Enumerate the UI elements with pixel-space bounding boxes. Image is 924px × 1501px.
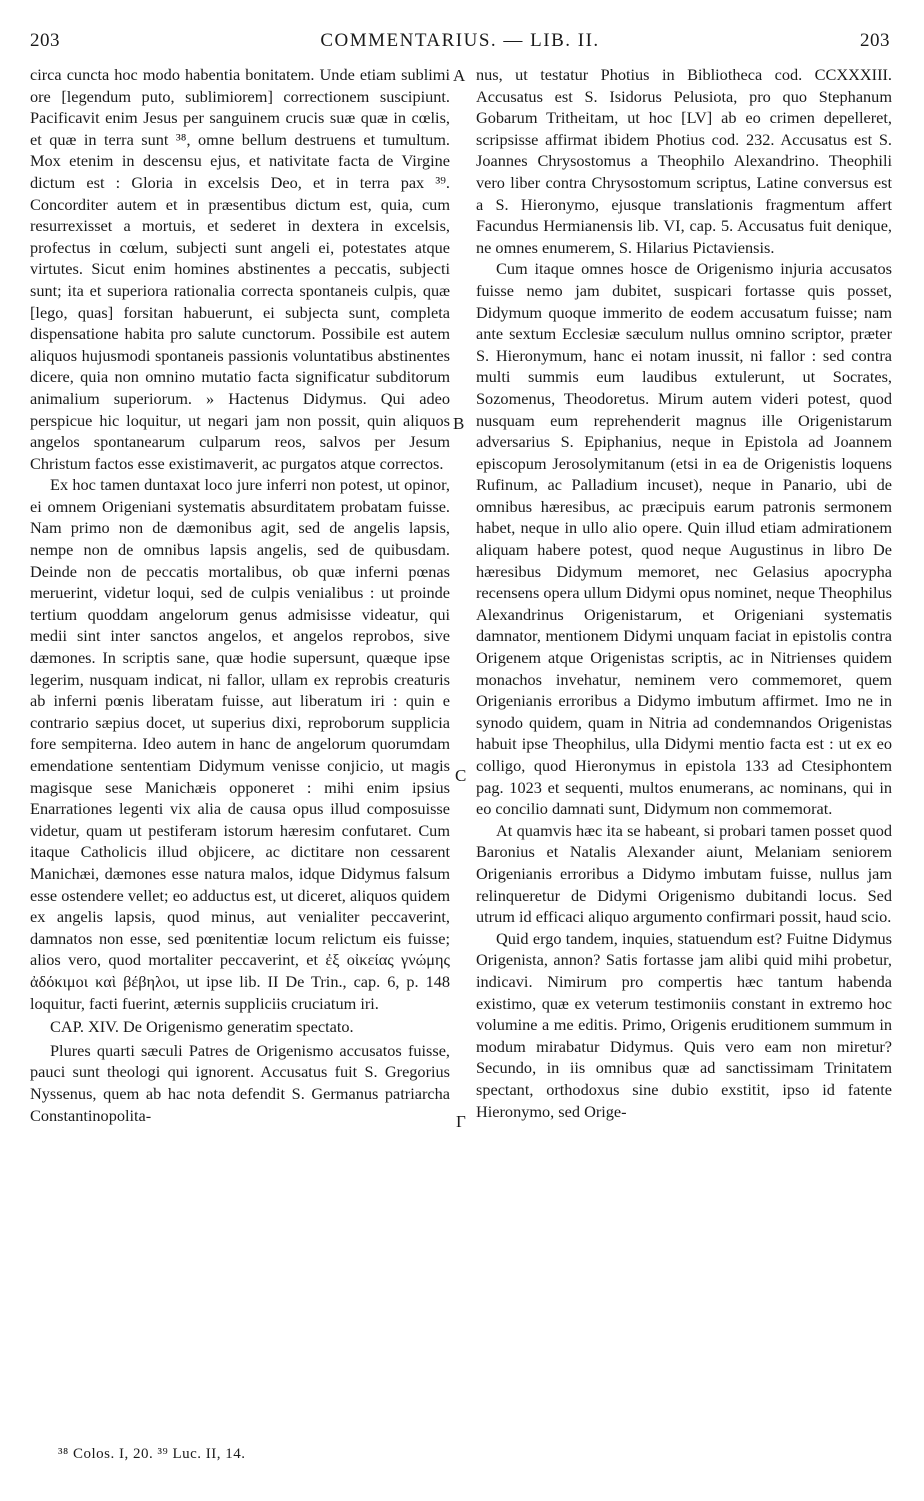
footnotes: ³⁸ Colos. I, 20. ³⁹ Luc. II, 14. (58, 1446, 246, 1462)
page-number-right: 203 (860, 30, 890, 51)
page-number-left: 203 (30, 30, 60, 51)
right-paragraph-4: Quid ergo tandem, inquies, statuendum est? Fuitne Didymus Origenista, annon? Satis fortasse jam alibi quid mihi probetur, indicavi. Nimirum pro compertis hæc tantum habenda existimo, quæ ex veterum testimoniis constant in extremo hoc volumine a me editis. Primo, Origenis eruditionem summum in modum mirabatur Didymus. Quis vero eam non miretur? Secundo, in iis omnibus quæ ad sanctissimam Trinitatem spectant, orthodoxus sine dubio exstitit, ipso id fatente Hieronymo, sed Orige- (476, 928, 892, 1121)
margin-marker-a: A (453, 66, 466, 85)
chapter-heading: CAP. XIV. De Origenismo generatim spectato. (50, 1017, 354, 1037)
right-paragraph-1: nus, ut testatur Photius in Bibliotheca cod. CCXXXIII. Accusatus est S. Isidorus Pelusiota, pro quo Stephanum Gobarum Tritheitam, ut hoc [LV] ab eo crimen depelleret, scripsisse affirmat ibidem Photius cod. 232. Accusatus est S. Joannes Chrysostomus a Theophilo Alexandrino. Theophili vero liber contra Chrysostomum scriptus, Latine conversus est a S. Hieronymo, ejusque translationis fragmentum affert Facundus Hermianensis lib. VI, cap. 5. Accusatus fuit denique, ne omnes enumerem, S. Hilarius Pictaviensis. (476, 65, 892, 257)
left-column (30, 64, 450, 1126)
left-paragraph-2: Ex hoc tamen duntaxat loco jure inferri non potest, ut opinor, ei omnem Origeniani systematis absurditatem probatam fuisse. Nam primo non de dæmonibus agit, sed de angelis lapsis, nempe non de omnibus lapsis angelis, sed de quibusdam. Deinde non de peccatis mortalibus, ob quæ inferni pœnas meruerint, videtur loqui, sed de culpis venialibus : ut proinde tertium quoddam angelorum genus admisisse videatur, qui medii sint inter sanctos angelos, et angelos reprobos, sive dæmones. In scriptis sane, quæ hodie supersunt, quæque ipse legerim, nusquam indicat, ni fallor, ullam ex reprobis creaturis ab inferni pœnis liberatam fuisse, aut liberatum iri : quin e contrario sæpius docet, ut superius dixi, reproborum supplicia fore sempiterna. Ideo autem in hanc de angelorum quorumdam emendatione sententiam Didymum venisse conjicio, ut magis magisque sese Manichæis opponeret : mihi enim ipsius Enarrationes legenti vix alia de causa opus illud composuisse videtur, quam ut pestiferam istorum hæresim confutaret. Cum itaque Catholicis illud objicere, ac dictitare non cessarent Manichæi, dæmones esse natura malos, idque Didymus falsum esse ostendere vellet; eo adductus est, ut diceret, aliquos quidem ex angelis lapsis, quod minus, aut venialiter peccaverint, damnatos non esse, sed pœnitentiæ locum relictum eis fuisse; alios vero, quod mortaliter peccaverint, et ἐξ οἰκείας γνώμης ἀδόκιμοι καὶ βέβηλοι, ut ipse lib. II De Trin., cap. 6, p. 148 loquitur, facti fuerint, æternis suppliciis cruciatum iri. (30, 475, 450, 1013)
right-paragraph-2: Cum itaque omnes hosce de Origenismo injuria accusatos fuisse nemo jam dubitet, suspicari fortasse quis posset, Didymum quoque immerito de eodem accusatum fuisse; nam ante sextum Ecclesiæ sæculum nullus omnino scriptor, præter S. Hieronymum, hanc ei notam inussit, ni fallor : sed contra multi summis eum laudibus extulerunt, ut Socrates, Sozomenus, Theodoretus. Mirum autem videri potest, quod nusquam eum reprehenderit magnus ille Origenistarum adversarius S. Epiphanius, neque in Epistola ad Joannem episcopum Jerosolymitanum (etsi in ea de Origenistis loquens Rufinum, ac Palladium incuset), neque in Panario, ubi de omnibus hæresibus, ac præcipuis earum patronis sermonem habet, neque in ullo alio opere. Quin illud etiam admirationem aliquam habere potest, quod neque Augustinus in libro De hæresibus Didymum memoret, nec Gelasius apocrypha recensens opera ullum Didymi opus nominet, neque Theophilus Alexandrinus Origenistarum, et Origeniani systematis damnator, mentionem Didymi unquam faciat in epistolis contra Origenem atque Origenistas scriptis, ac in Nitrienses quidem monachos invehatur, neminem vero commemoret, quem Origenianis erroribus a Didymo imbutum affirmet. Imo ne in synodo quidem, quam in Nitria ad condemnandos Origenistas habuit ipse Theophilus, ulla Didymi mentio facta est : ut ex eo colligo, quod Hieronymus in epistola 133 ad Ctesiphontem pag. 1023 et sequenti, multos enumerans, ac nominans, qui in eo concilio damnati sunt, Didymum non commemorat. (476, 259, 892, 819)
margin-marker-b: B (453, 414, 465, 433)
margin-marker-c: C (455, 766, 467, 785)
right-paragraph-3: At quamvis hæc ita se habeant, si probari tamen posset quod Baronius et Natalis Alexander aiunt, Melaniam seniorem Origenianis erroribus a Didymo imbutam fuisse, nullus jam relinqueretur de Didymi Origenismo dubitandi locus. Sed utrum id efficaci aliquo argumento confirmari possit, haud scio. (476, 820, 892, 927)
right-column (476, 64, 892, 1122)
running-title: COMMENTARIUS. — LIB. II. (320, 30, 600, 51)
margin-marker-d: Γ (456, 1112, 466, 1131)
page-header (30, 30, 890, 60)
left-paragraph-3: Plures quarti sæculi Patres de Origenismo accusatos fuisse, pauci sunt theologi qui ignorent. Accusatus fuit S. Gregorius Nyssenus, quem ab hac nota defendit S. Germanus patriarcha Constantinopolita- (30, 1040, 450, 1125)
left-paragraph-1: circa cuncta hoc modo habentia bonitatem. Unde etiam sublimi ore [legendum puto, sublimiorem] correctionem suscipiunt. Pacificavit enim Jesus per sanguinem crucis suæ quæ in cœlis, et quæ in terra sunt ³⁸, omne bellum destruens et tumultum. Mox etenim in descensu ejus, et nativitate facta de Virgine dictum est : Gloria in excelsis Deo, et in terra pax ³⁹. Concorditer autem et in præsentibus dictum est, quia, cum resurrexisset a mortuis, et sederet in dextera in excelsis, profectus in cœlum, subjecti sunt angeli ei, potestates atque virtutes. Sicut enim homines abstinentes a peccatis, subjecti sunt; ita et superiora rationalia correcta spontaneis culpis, quæ [lego, quas] forsitan habuerunt, ei subjecta sunt, completa dispensatione habita pro salute cunctorum. Possibile est autem aliquos hujusmodi spontaneis passionis voluntatibus abstinentes dicere, quia non omnino mutatio facta significatur subditorum animalium superiorum. » Hactenus Didymus. Qui adeo perspicue hic loquitur, ut negari jam non possit, quin aliquos angelos spontanearum culparum reos, salvos per Jesum Christum factos esse existimaverit, ac purgatos atque correctos. (30, 65, 450, 473)
